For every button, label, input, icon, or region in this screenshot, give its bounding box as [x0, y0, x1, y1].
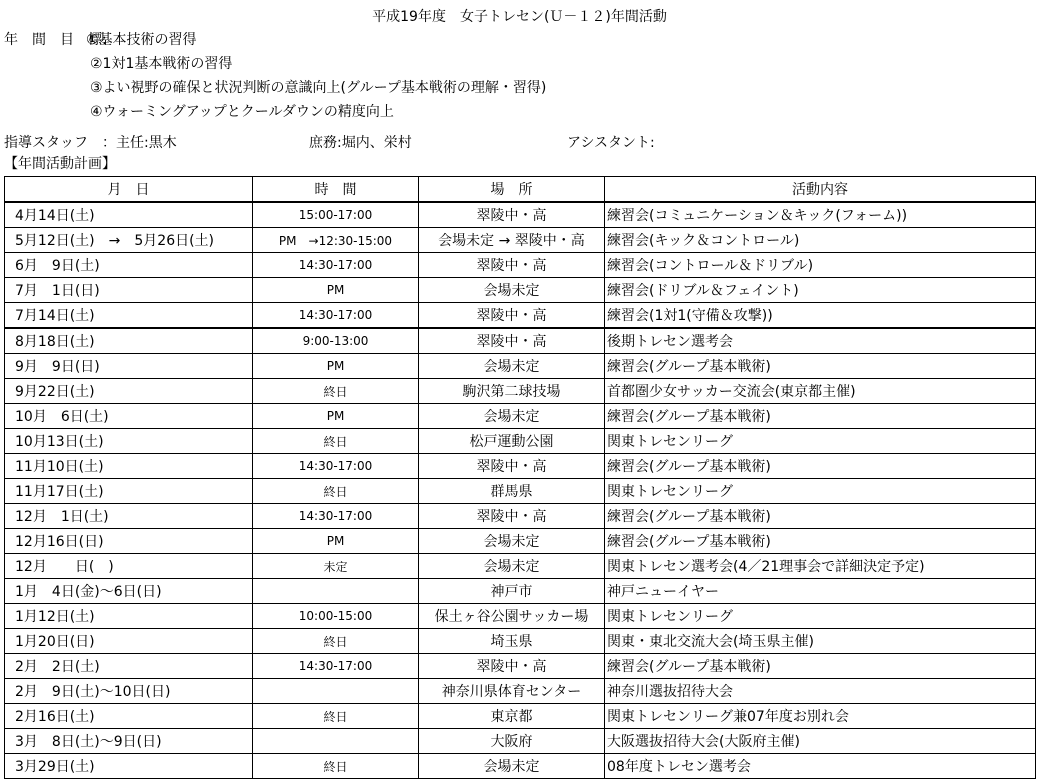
row-time: 9:00-13:00	[253, 328, 419, 354]
row-place: 会場未定	[419, 529, 605, 554]
row-place: 会場未定	[419, 554, 605, 579]
row-activity: 関東トレセン選考会(4／21理事会で詳細決定予定)	[605, 554, 1036, 579]
row-activity: 関東トレセンリーグ	[605, 479, 1036, 504]
row-place: 東京都	[419, 704, 605, 729]
row-date: 1月12日(土)	[5, 604, 253, 629]
row-activity: 練習会(グループ基本戦術)	[605, 654, 1036, 679]
row-activity: 後期トレセン選考会	[605, 328, 1036, 354]
row-date: 9月 9日(日)	[5, 354, 253, 379]
table-row	[5, 754, 1036, 779]
row-time: PM	[253, 278, 419, 303]
row-activity: 練習会(キック＆コントロール)	[605, 228, 1036, 253]
row-place: 翠陵中・高	[419, 253, 605, 278]
row-place: 会場未定 → 翠陵中・高	[419, 228, 605, 253]
row-time: 終日	[253, 754, 419, 779]
table-row	[5, 202, 1036, 228]
table-row	[5, 504, 1036, 529]
row-activity: 練習会(ドリブル＆フェイント)	[605, 278, 1036, 303]
row-time: 14:30-17:00	[253, 654, 419, 679]
row-place: 会場未定	[419, 404, 605, 429]
goal-item: ③よい視野の確保と状況判断の意識向上(グループ基本戦術の理解・習得)	[90, 80, 547, 96]
row-date: 10月 6日(土)	[5, 404, 253, 429]
row-date: 2月16日(土)	[5, 704, 253, 729]
row-place: 神戸市	[419, 579, 605, 604]
row-place: 翠陵中・高	[419, 454, 605, 479]
goal-item: ①基本技術の習得	[86, 32, 197, 48]
row-date: 12月16日(日)	[5, 529, 253, 554]
row-time: 終日	[253, 429, 419, 454]
plan-label: 【年間活動計画】	[4, 156, 116, 172]
row-place: 埼玉県	[419, 629, 605, 654]
row-time: 14:30-17:00	[253, 303, 419, 329]
staff-assistant: アシスタント:	[567, 135, 655, 151]
row-date: 7月 1日(日)	[5, 278, 253, 303]
row-date: 6月 9日(土)	[5, 253, 253, 278]
row-date: 11月17日(土)	[5, 479, 253, 504]
row-activity: 首都圏少女サッカー交流会(東京都主催)	[605, 379, 1036, 404]
goal-item: ④ウォーミングアップとクールダウンの精度向上	[90, 104, 394, 120]
row-activity: 練習会(グループ基本戦術)	[605, 404, 1036, 429]
table-row	[5, 253, 1036, 278]
row-date: 1月20日(日)	[5, 629, 253, 654]
row-date: 5月12日(土) → 5月26日(土)	[5, 228, 253, 253]
row-place: 翠陵中・高	[419, 328, 605, 354]
row-place: 大阪府	[419, 729, 605, 754]
annual-goals	[4, 28, 546, 124]
row-time: 終日	[253, 704, 419, 729]
row-time: PM	[253, 354, 419, 379]
table-row	[5, 354, 1036, 379]
row-place: 神奈川県体育センター	[419, 679, 605, 704]
row-activity: 練習会(グループ基本戦術)	[605, 354, 1036, 379]
row-time: PM	[253, 404, 419, 429]
row-time: 15:00-17:00	[253, 202, 419, 228]
row-place: 保土ヶ谷公園サッカー場	[419, 604, 605, 629]
row-date: 7月14日(土)	[5, 303, 253, 329]
row-date: 8月18日(土)	[5, 328, 253, 354]
row-activity: 大阪選抜招待大会(大阪府主催)	[605, 729, 1036, 754]
table-row	[5, 604, 1036, 629]
row-activity: 練習会(グループ基本戦術)	[605, 529, 1036, 554]
row-place: 松戸運動公園	[419, 429, 605, 454]
table-row	[5, 404, 1036, 429]
table-row	[5, 554, 1036, 579]
row-date: 4月14日(土)	[5, 202, 253, 228]
row-date: 3月29日(土)	[5, 754, 253, 779]
row-time: 10:00-15:00	[253, 604, 419, 629]
row-time	[253, 679, 419, 704]
row-date: 11月10日(土)	[5, 454, 253, 479]
row-time: 14:30-17:00	[253, 253, 419, 278]
row-date: 12月 1日(土)	[5, 504, 253, 529]
table-row	[5, 278, 1036, 303]
row-date: 1月 4日(金)～6日(日)	[5, 579, 253, 604]
table-row	[5, 479, 1036, 504]
row-activity: 関東トレセンリーグ	[605, 604, 1036, 629]
row-date: 2月 2日(土)	[5, 654, 253, 679]
table-row	[5, 454, 1036, 479]
row-time: 終日	[253, 479, 419, 504]
row-place: 駒沢第二球技場	[419, 379, 605, 404]
row-place: 会場未定	[419, 354, 605, 379]
table-row	[5, 654, 1036, 679]
row-time: PM	[253, 529, 419, 554]
table-row	[5, 629, 1036, 654]
table-row	[5, 328, 1036, 354]
row-place: 群馬県	[419, 479, 605, 504]
row-time: 14:30-17:00	[253, 454, 419, 479]
header-place: 場 所	[419, 177, 605, 203]
activity-table	[4, 176, 1036, 779]
staff-lead: 指導スタッフ ：主任:黒木	[4, 135, 177, 151]
table-row	[5, 679, 1036, 704]
row-time	[253, 729, 419, 754]
staff-line	[4, 132, 1034, 150]
row-date: 10月13日(土)	[5, 429, 253, 454]
row-activity: 関東・東北交流大会(埼玉県主催)	[605, 629, 1036, 654]
row-time: 終日	[253, 629, 419, 654]
row-place: 会場未定	[419, 278, 605, 303]
page-title: 平成19年度 女子トレセン(Ｕ－１２)年間活動	[372, 9, 667, 25]
header-date: 月 日	[5, 177, 253, 203]
table-row	[5, 228, 1036, 253]
row-date: 3月 8日(土)～9日(日)	[5, 729, 253, 754]
goals-heading: 年 間 目 標:	[4, 32, 107, 48]
row-date: 9月22日(土)	[5, 379, 253, 404]
row-time: 終日	[253, 379, 419, 404]
goal-item: ②1対1基本戦術の習得	[90, 56, 233, 72]
row-time: 未定	[253, 554, 419, 579]
table-row	[5, 303, 1036, 329]
row-activity: 練習会(グループ基本戦術)	[605, 454, 1036, 479]
table-row	[5, 379, 1036, 404]
header-activity: 活動内容	[605, 177, 1036, 203]
table-row	[5, 579, 1036, 604]
row-place: 会場未定	[419, 754, 605, 779]
staff-general: 庶務:堀内、栄村	[309, 135, 412, 151]
row-activity: 神奈川選抜招待大会	[605, 679, 1036, 704]
row-time: PM →12:30-15:00	[253, 228, 419, 253]
row-place: 翠陵中・高	[419, 654, 605, 679]
row-activity: 練習会(コントロール＆ドリブル)	[605, 253, 1036, 278]
row-date: 2月 9日(土)～10日(日)	[5, 679, 253, 704]
row-activity: 関東トレセンリーグ	[605, 429, 1036, 454]
row-time	[253, 579, 419, 604]
row-activity: 練習会(1対1(守備＆攻撃))	[605, 303, 1036, 329]
row-date: 12月 日( )	[5, 554, 253, 579]
row-activity: 練習会(コミュニケーション＆キック(フォーム))	[605, 202, 1036, 228]
row-activity: 練習会(グループ基本戦術)	[605, 504, 1036, 529]
row-time: 14:30-17:00	[253, 504, 419, 529]
row-place: 翠陵中・高	[419, 504, 605, 529]
row-activity: 関東トレセンリーグ兼07年度お別れ会	[605, 704, 1036, 729]
row-activity: 08年度トレセン選考会	[605, 754, 1036, 779]
row-place: 翠陵中・高	[419, 303, 605, 329]
table-row	[5, 704, 1036, 729]
table-row	[5, 429, 1036, 454]
header-time: 時 間	[253, 177, 419, 203]
table-row	[5, 729, 1036, 754]
row-place: 翠陵中・高	[419, 202, 605, 228]
table-header-row	[5, 177, 1036, 203]
table-row	[5, 529, 1036, 554]
row-activity: 神戸ニューイヤー	[605, 579, 1036, 604]
